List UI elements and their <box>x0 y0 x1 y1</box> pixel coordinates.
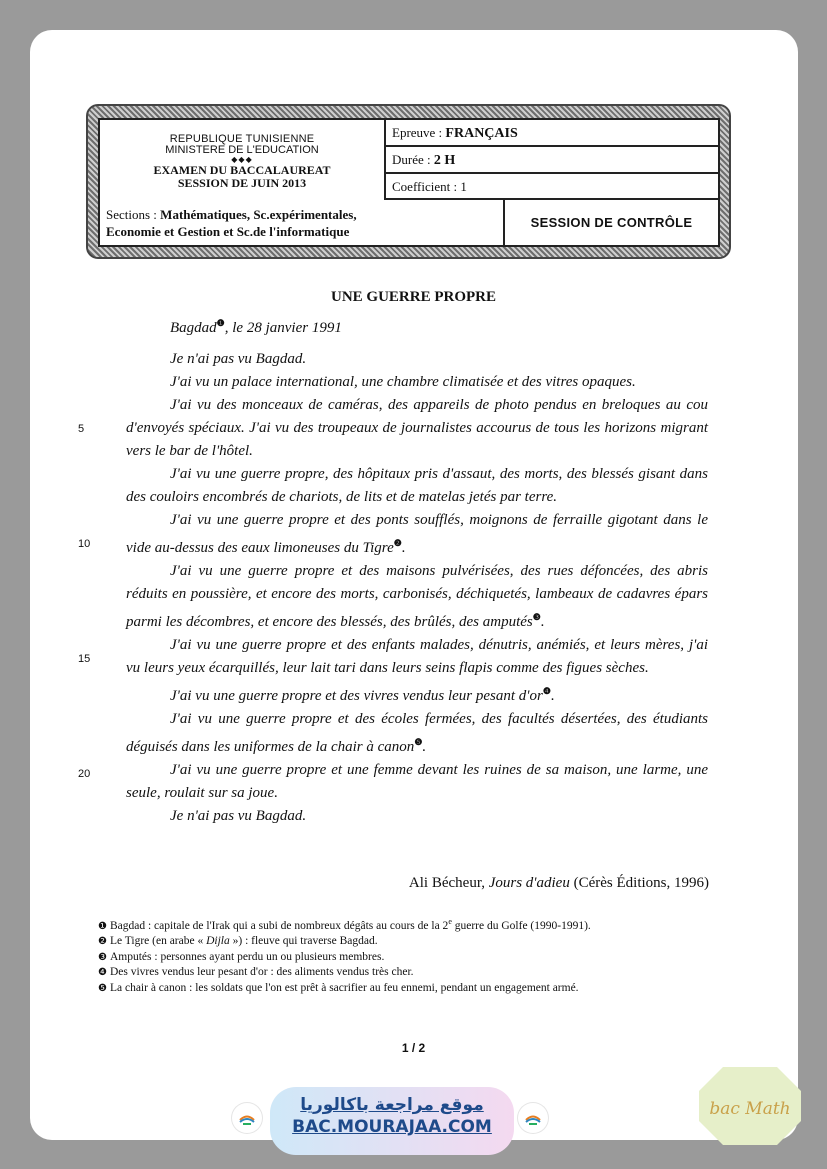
paragraph: J'ai vu un palace international, une chambre climatisée et des vitres opaques. <box>170 374 636 390</box>
site-logo-icon <box>518 1103 548 1133</box>
period: . <box>550 688 555 704</box>
coefficient-row <box>386 174 718 200</box>
duree-label: Durée : <box>392 152 431 167</box>
period: . <box>422 739 427 755</box>
diamond-ornament: ◆◆◆ <box>231 155 253 164</box>
footnote-marker-1: ❶ <box>216 318 225 328</box>
epreuve-row <box>386 120 718 147</box>
line-number: 5 <box>78 423 85 435</box>
page-number: 1 / 2 <box>401 1041 426 1055</box>
paragraph: Je n'ai pas vu Bagdad. <box>170 808 307 824</box>
dateline <box>170 318 342 337</box>
sections-block <box>100 200 505 245</box>
paragraph <box>126 708 708 759</box>
site-logo-icon <box>232 1103 262 1133</box>
badge-text: bac Math <box>709 1099 791 1119</box>
footnote-marker-4: ❹ <box>542 686 551 696</box>
banner-url[interactable]: BAC.MOURAJAA.COM <box>292 1117 492 1137</box>
text-body <box>126 348 708 828</box>
footnote-bullet: ❷ <box>98 936 107 948</box>
line-number: 10 <box>78 538 91 550</box>
footnote-item <box>98 934 738 950</box>
epreuve-value: FRANÇAIS <box>445 126 518 141</box>
paragraph <box>126 680 708 708</box>
footnote-text: La chair à canon : les soldats que l'on est prêt à sacrifier au feu ennemi, pendant un engagement armé. <box>109 981 579 994</box>
footnote-bullet: ❺ <box>98 982 107 994</box>
sections-line1: Mathématiques, Sc.expérimentales, <box>160 207 357 222</box>
exam-label: EXAMEN DU BACCALAUREAT <box>153 163 331 177</box>
dateline-place: Bagdad <box>170 320 217 336</box>
source-author: Ali Bécheur, <box>408 875 485 891</box>
ministry-block <box>100 120 386 200</box>
text-title: UNE GUERRE PROPRE <box>330 289 496 305</box>
paragraph <box>126 509 708 560</box>
line-number: 20 <box>78 768 91 780</box>
line-number: 15 <box>78 653 91 665</box>
footnote-text: guerre du Golfe (1990-1991). <box>451 919 591 932</box>
sections-label: Sections : <box>106 207 157 222</box>
paragraph <box>126 560 708 634</box>
paragraph: J'ai vu une guerre propre et une femme devant les ruines de sa maison, une larme, une seule, roulait sur sa joue. <box>126 762 708 801</box>
source-book: Jours d'adieu <box>488 875 570 891</box>
footnote-sup: e <box>448 917 452 926</box>
banner-arabic[interactable]: موقع مراجعة باكالوريا <box>300 1095 484 1115</box>
footnote-item <box>98 981 738 997</box>
footnote-text: Des vivres vendus leur pesant d'or : des aliments vendus très cher. <box>109 966 414 979</box>
duree-row <box>386 147 718 174</box>
coefficient-value: 1 <box>460 179 467 194</box>
site-banner-link[interactable] <box>270 1087 514 1155</box>
paragraph-text: J'ai vu une guerre propre et des écoles fermées, des facultés désertées, des étudiants déguisés dans les uniformes de la chair à canon <box>126 711 708 755</box>
paragraph-text: J'ai vu une guerre propre et des maisons pulvérisées, des rues défoncées, des abris réduits en poussière, et encore des morts, carbonisés, déchiquetés, lambeaux de cadavres épars parmi les décombres, et encore des blessés, des brûlés, des amputés <box>126 563 708 630</box>
session-date-label: SESSION DE JUIN 2013 <box>177 176 307 190</box>
footnotes <box>98 914 738 996</box>
footnote-text: Bagdad : capitale de l'Irak qui a subi de nombreux dégâts au cours de la 2 <box>109 919 449 932</box>
footnote-marker-5: ❺ <box>414 737 423 747</box>
exam-header <box>98 118 720 247</box>
paragraph: J'ai vu des monceaux de caméras, des appareils de photo pendus en breloques au cou d'envoyés spéciaux. J'ai vu des troupeaux de journalistes accourus de tous les horizons migrant vers le bar de l'hôtel. <box>126 397 708 459</box>
footnote-text: Le Tigre (en arabe « <box>109 935 207 948</box>
duree-value: 2 H <box>433 153 456 168</box>
dateline-date: , le 28 janvier 1991 <box>224 320 342 336</box>
footnote-bullet: ❸ <box>98 951 107 963</box>
footnote-text: ») : fleuve qui traverse Bagdad. <box>229 935 378 948</box>
source-publisher: (Cérès Éditions, 1996) <box>573 875 709 891</box>
paragraph: Je n'ai pas vu Bagdad. <box>170 351 307 367</box>
footnote-marker-2: ❷ <box>393 538 402 548</box>
coefficient-label: Coefficient : <box>392 179 458 194</box>
republic-label: REPUBLIQUE TUNISIENNE <box>169 133 315 145</box>
sections-line2: Economie et Gestion et Sc.de l'informatique <box>106 224 350 239</box>
footnote-bullet: ❹ <box>98 967 107 979</box>
footnote-item <box>98 950 738 966</box>
footnote-text: Amputés : personnes ayant perdu un ou plusieurs membres. <box>109 950 385 963</box>
paragraph-text: J'ai vu une guerre propre et des vivres vendus leur pesant d'or <box>170 688 543 704</box>
session-type: SESSION DE CONTRÔLE <box>530 215 693 230</box>
ministry-label: MINISTERE DE L'EDUCATION <box>165 144 319 156</box>
period: . <box>401 540 406 556</box>
footnote-emphasis: Dijla <box>206 935 230 948</box>
paragraph: J'ai vu une guerre propre, des hôpitaux pris d'assaut, des morts, des blessés gisant dans des couloirs encombrés de chariots, de lits et de matelas jetés par terre. <box>126 466 708 505</box>
paragraph-text: J'ai vu une guerre propre et des ponts soufflés, moignons de ferraille gigotant dans le vide au-dessus des eaux limoneuses du Tigre <box>126 512 708 556</box>
footnote-bullet: ❶ <box>98 920 107 932</box>
footnote-item <box>98 965 738 981</box>
period: . <box>540 614 545 630</box>
paragraph: J'ai vu une guerre propre et des enfants malades, dénutris, anémiés, et leurs mères, j'ai vu leurs yeux écarquillés, leur lait tari dans leurs seins flapis comme des figues sèches. <box>126 637 708 676</box>
bac-math-badge <box>697 1065 803 1147</box>
epreuve-label: Epreuve : <box>392 125 443 140</box>
source-citation <box>409 875 709 892</box>
footnote-marker-3: ❸ <box>532 612 541 622</box>
footnote-item <box>98 914 738 934</box>
